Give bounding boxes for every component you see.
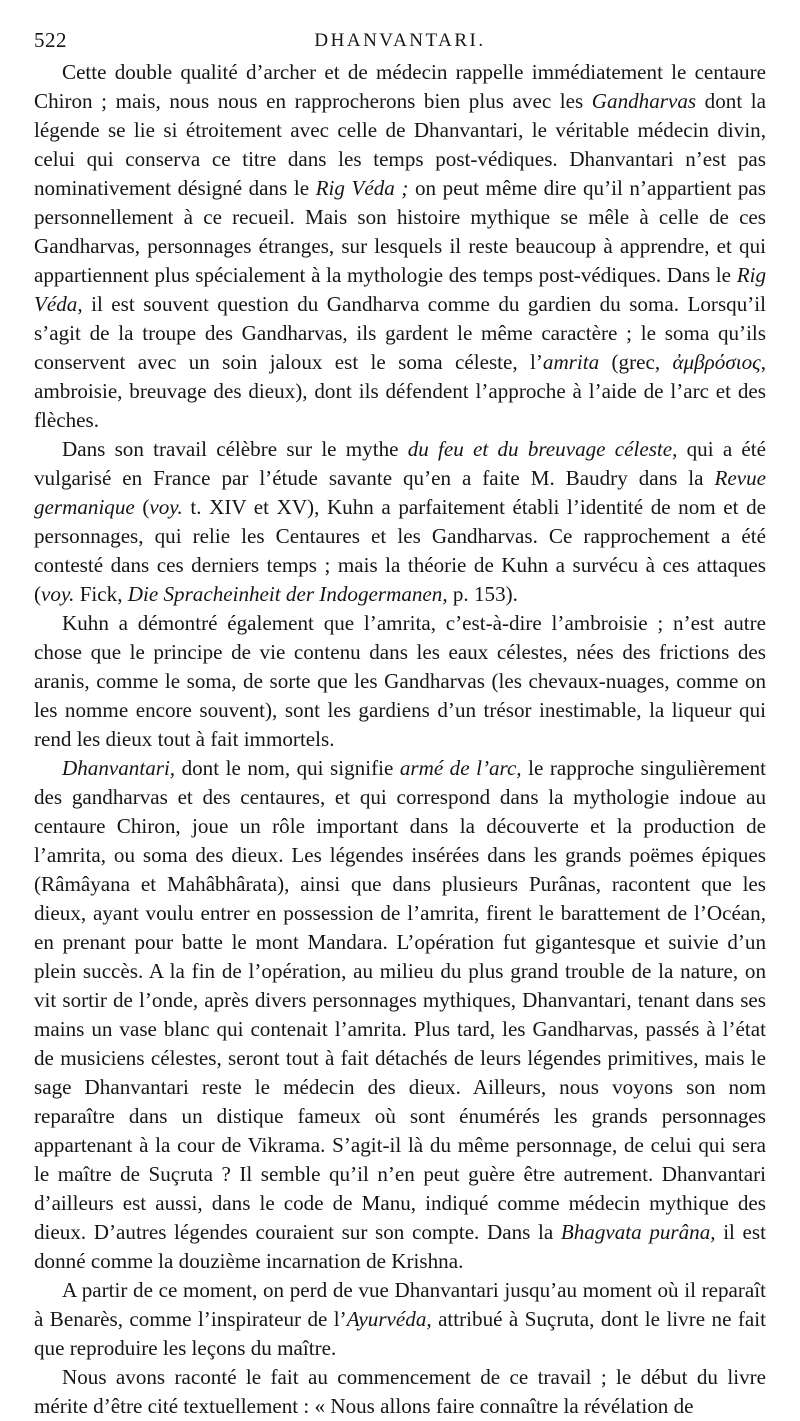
paragraph	[34, 609, 766, 754]
text-run: dont le nom, qui signifie	[175, 756, 400, 780]
text-run: p. 153).	[447, 582, 518, 606]
paragraph	[34, 1363, 766, 1421]
italic-text: Die Spracheinheit der Indogermanen,	[127, 582, 448, 606]
page-header	[34, 24, 766, 58]
italic-text: voy.	[41, 582, 75, 606]
text-run: (	[134, 495, 150, 519]
paragraph	[34, 1276, 766, 1363]
text-run: attribué à Suçruta, dont le livre ne fait que reproduire les leçons du maître.	[34, 1307, 766, 1360]
text-run: le rapproche singulièrement des gandharvas et des centaures, et qui correspond dans la mythologie indoue au centaure Chiron, joue un rôle important dans la découverte et la production de l’amrita, ou soma des dieux. Les légendes insérées dans les grands poëmes épiques (Râmâyana et Mahâbhârata), ainsi que dans plusieurs Purânas, racontent que les dieux, ayant voulu entrer en possession de l’amrita, firent le barattement de l’Océan, en prenant pour batte le mont Mandara. L’opération fut gigantesque et suivie d’un plein succès. A la fin de l’opération, au milieu du plus grand trouble de la nature, on vit sortir de l’onde, après divers personnages mythiques, Dhanvantari, tenant dans ses mains un vase blanc qui contenait l’amrita. Plus tard, les Gandharvas, passés à l’état de musiciens célestes, seront tout à fait détachés de leurs légendes primitives, mais le sage Dhanvantari reste le médecin des dieux. Ailleurs, nous voyons son nom reparaître dans un distique fameux où sont énumérés les grands personnages appartenant à la cour de Vikrama. S’agit-il là du même personnage, de celui qui sera le maître de Suçruta ? Il semble qu’il n’en peut guère être autrement. Dhanvantari d’ailleurs est aussi, dans le code de Manu, indiqué comme médecin mythique des dieux. D’autres légendes couraient sur son compte. Dans la	[34, 756, 766, 1244]
text-run: il est souvent question du Gandharva comme du gardien du soma. Lorsqu’il s’agit de la troupe des Gandharvas, ils gardent le même caractère ; le soma qu’ils conservent avec un soin jaloux est le soma céleste, l’	[34, 292, 766, 374]
running-title: DHANVANTARI.	[314, 30, 486, 51]
text-run: Cette double qualité d’archer et de médecin rappelle immédiatement le centaure Chiron ; mais, nous nous en rapprocherons bien plus avec les	[34, 60, 766, 113]
page-number: 522	[34, 28, 67, 52]
paragraph	[34, 435, 766, 609]
italic-text: Ayurvéda,	[346, 1307, 432, 1331]
book-page	[34, 24, 766, 1421]
italic-text: Dhanvantari,	[62, 756, 176, 780]
text-run: Fick,	[74, 582, 128, 606]
italic-text: voy.	[149, 495, 183, 519]
text-run: Kuhn a démontré également que l’amrita, c’est-à-dire l’ambroisie ; n’est autre chose que le principe de vie contenu dans les eaux célestes, nées des frictions des aranis, comme le soma, de sorte que les Gandharvas (les chevaux-nuages, comme on les nomme encore souvent), sont les gardiens d’un trésor inestimable, la liqueur qui rend les dieux tout à fait immortels.	[34, 611, 766, 751]
text-run: A partir de ce moment, on perd de vue Dhanvantari jusqu’au moment où il reparaît à Benarès, comme l’inspirateur de l’	[34, 1278, 766, 1331]
italic-text: Bhagvata purâna,	[560, 1220, 716, 1244]
italic-text: ἀμβρόσιος	[672, 350, 761, 374]
paragraph	[34, 754, 766, 1276]
italic-text: armé de l’arc,	[399, 756, 522, 780]
text-run: Nous avons raconté le fait au commencement de ce travail ; le début du livre mérite d’être cité textuellement : « Nous allons faire connaître la révélation de	[34, 1365, 766, 1418]
body-text	[34, 58, 766, 1421]
text-run: Dans son travail célèbre sur le mythe	[62, 437, 408, 461]
italic-text: Rig Véda ;	[315, 176, 409, 200]
text-run: il est donné comme la douzième incarnation de Krishna.	[34, 1220, 766, 1273]
text-run: dont la légende se lie si étroitement avec celle de Dhanvantari, le véritable médecin divin, celui qui conserva ce titre dans les temps post-védiques. Dhanvantari n’est pas nominativement désigné dans le	[34, 89, 766, 200]
italic-text: Revue germanique	[34, 466, 766, 519]
text-run: on peut même dire qu’il n’appartient pas personnellement à ce recueil. Mais son histoire mythique se mêle à celle de ces Gandharvas, personnages étranges, sur lesquels il reste beaucoup à apprendre, et qui appartiennent plus spécialement à la mythologie des temps post-védiques. Dans le	[34, 176, 766, 287]
paragraph	[34, 58, 766, 435]
italic-text: amrita	[542, 350, 600, 374]
text-run: (grec,	[599, 350, 673, 374]
italic-text: du feu et du breuvage céleste,	[407, 437, 678, 461]
italic-text: Gandharvas	[591, 89, 697, 113]
text-run: qui a été vulgarisé en France par l’étude savante qu’en a faite M. Baudry dans la	[34, 437, 766, 490]
text-run: , ambroisie, breuvage des dieux), dont ils défendent l’approche à l’aide de l’arc et des flèches.	[34, 350, 766, 432]
text-run: t. XIV et XV), Kuhn a parfaitement établi l’identité de nom et de personnages, qui relie les Centaures et les Gandharvas. Ce rapprochement a été contesté dans ces derniers temps ; mais la théorie de Kuhn a survécu à ces attaques (	[34, 495, 766, 606]
italic-text: Rig Véda,	[34, 263, 766, 316]
